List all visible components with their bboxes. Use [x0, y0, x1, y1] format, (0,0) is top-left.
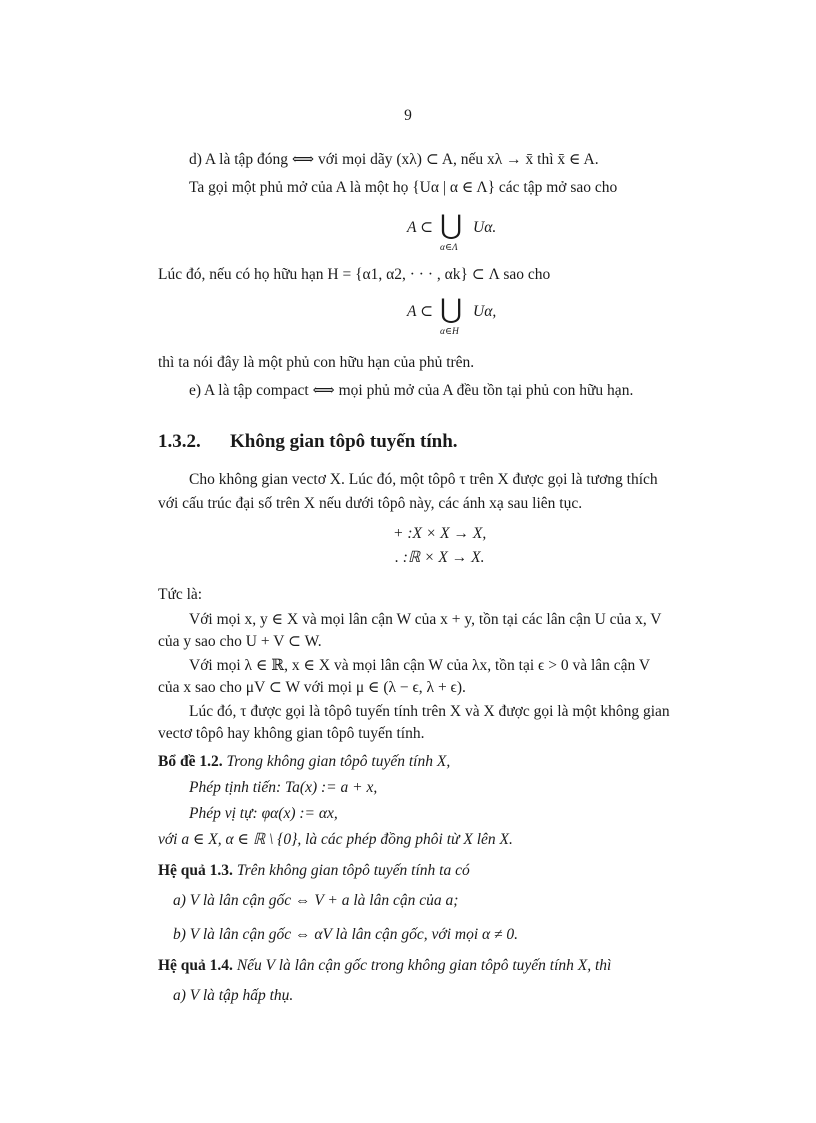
map-scalar-multiplication: . :ℝ × X → X. — [395, 549, 485, 566]
eq1-bigcup-symbol: ⋃ — [440, 210, 463, 241]
section-title: Không gian tôpô tuyến tính. — [230, 431, 458, 452]
corollary-1-3-item-b: b) V là lân cận gốc ⇔ αV là lân cận gốc, với mọi α ≠ 0. — [173, 926, 519, 943]
eq1-left: A ⊂ — [407, 219, 434, 236]
map-addition: + :X × X → X, — [393, 525, 487, 542]
section-heading — [158, 430, 458, 454]
paragraph-4-line-2: vectơ tôpô hay không gian tôpô tuyến tính. — [158, 725, 425, 742]
paragraph-4-line-1: Lúc đó, τ được gọi là tôpô tuyến tính trên X và X được gọi là một không gian — [189, 703, 670, 720]
eq1-right: Uα. — [473, 219, 497, 236]
item-e-compact: e) A là tập compact ⟺ mọi phủ mở của A đều tồn tại phủ con hữu hạn. — [189, 382, 634, 399]
corollary-1-4-item-a: a) V là tập hấp thụ. — [173, 987, 294, 1004]
corollary-1-4 — [158, 956, 611, 976]
eq2-right: Uα, — [473, 303, 497, 320]
section-number: 1.3.2. — [158, 431, 201, 452]
paragraph-1-line-1: Cho không gian vectơ X. Lúc đó, một tôpô τ trên X được gọi là tương thích — [189, 471, 658, 488]
lemma-conclusion: với a ∈ X, α ∈ ℝ \ {0}, là các phép đồng phôi từ X lên X. — [158, 831, 513, 848]
item-d-closed-set: d) A là tập đóng ⟺ với mọi dãy (xλ) ⊂ A, nếu xλ → x̄ thì x̄ ∈ A. — [189, 151, 599, 168]
paragraph-1-line-2: với cấu trúc đại số trên X nếu dưới tôpô này, các ánh xạ sau liên tục. — [158, 495, 583, 512]
page-number: 9 — [404, 107, 412, 124]
corollary-1-3-label: Hệ quả 1.3. — [158, 862, 233, 879]
lemma-translation: Phép tịnh tiến: Ta(x) := a + x, — [189, 779, 378, 796]
lemma-1-2 — [158, 752, 450, 772]
finite-subfamily-intro: Lúc đó, nếu có họ hữu hạn H = {α1, α2, · · · , αk} ⊂ Λ sao cho — [158, 266, 551, 283]
open-cover-definition: Ta gọi một phủ mở của A là một họ {Uα | α ∈ Λ} các tập mở sao cho — [189, 179, 618, 196]
eq1-subscript: α∈Λ — [440, 243, 458, 253]
corollary-1-3 — [158, 861, 470, 881]
finite-subcover-sentence: thì ta nói đây là một phủ con hữu hạn của phủ trên. — [158, 354, 475, 371]
paragraph-3-line-2: của x sao cho μV ⊂ W với mọi μ ∈ (λ − ϵ, λ + ϵ). — [158, 679, 466, 696]
corollary-1-3-statement: Trên không gian tôpô tuyến tính ta có — [236, 862, 470, 879]
paragraph-2-line-1: Với mọi x, y ∈ X và mọi lân cận W của x + y, tồn tại các lân cận U của x, V — [189, 611, 662, 628]
paragraph-2-line-2: của y sao cho U + V ⊂ W. — [158, 633, 322, 650]
lemma-statement: Trong không gian tôpô tuyến tính X, — [226, 753, 451, 770]
that-is-label: Tức là: — [158, 586, 203, 603]
lemma-label: Bổ đề 1.2. — [158, 753, 223, 770]
corollary-1-4-label: Hệ quả 1.4. — [158, 957, 233, 974]
corollary-1-4-statement: Nếu V là lân cận gốc trong không gian tôpô tuyến tính X, thì — [236, 957, 612, 974]
eq2-left: A ⊂ — [407, 303, 434, 320]
eq2-bigcup-symbol: ⋃ — [440, 294, 463, 325]
lemma-dilation: Phép vị tự: φα(x) := αx, — [189, 805, 338, 822]
paragraph-3-line-1: Với mọi λ ∈ ℝ, x ∈ X và mọi lân cận W của λx, tồn tại ϵ > 0 và lân cận V — [189, 657, 651, 674]
corollary-1-3-item-a: a) V là lân cận gốc ⇔ V + a là lân cận của a; — [173, 892, 459, 909]
eq2-subscript: α∈H — [440, 327, 459, 337]
